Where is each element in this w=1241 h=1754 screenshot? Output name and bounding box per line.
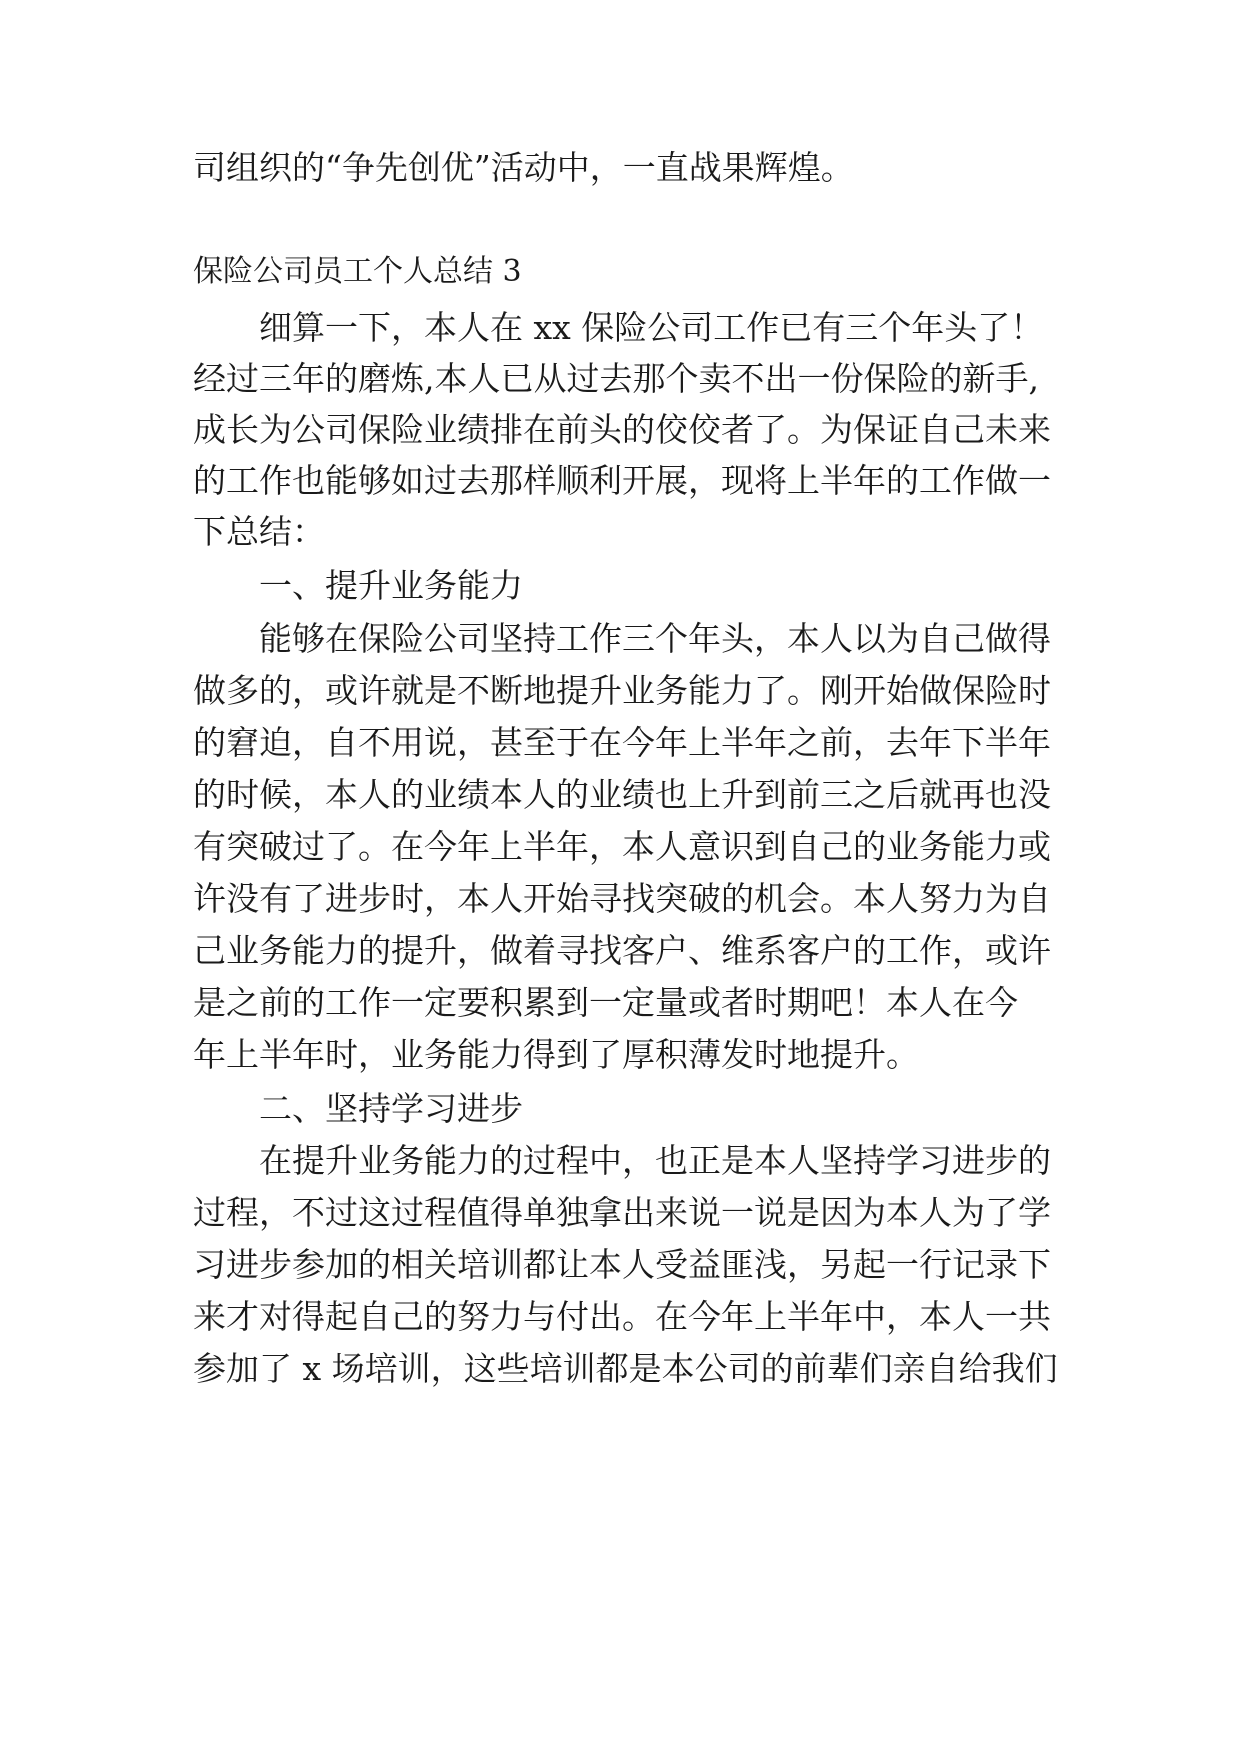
text-line-1: 司组织的“争先创优”活动中，一直战果辉煌。 bbox=[193, 148, 854, 187]
paragraph-line: 参加了 x 场培训，这些培训都是本公司的前辈们亲自给我们 bbox=[193, 1349, 1058, 1388]
paragraph-line: 来才对得起自己的努力与付出。在今年上半年中，本人一共 bbox=[193, 1297, 1051, 1336]
paragraph-line: 能够在保险公司坚持工作三个年头，本人以为自己做得 bbox=[259, 619, 1051, 658]
paragraph-line: 在提升业务能力的过程中，也正是本人坚持学习进步的 bbox=[259, 1141, 1051, 1180]
paragraph-line: 习进步参加的相关培训都让本人受益匪浅，另起一行记录下 bbox=[193, 1245, 1051, 1284]
paragraph-line: 己业务能力的提升，做着寻找客户、维系客户的工作，或许 bbox=[193, 931, 1051, 970]
paragraph-line: 细算一下，本人在 xx 保险公司工作已有三个年头了！ bbox=[259, 308, 1044, 347]
paragraph-line: 年上半年时，业务能力得到了厚积薄发时地提升。 bbox=[193, 1035, 919, 1074]
paragraph-line: 的时候，本人的业绩本人的业绩也上升到前三之后就再也没 bbox=[193, 775, 1051, 814]
paragraph-line: 的工作也能够如过去那样顺利开展，现将上半年的工作做一 bbox=[193, 461, 1051, 500]
subheading-2: 二、坚持学习进步 bbox=[259, 1089, 523, 1128]
section-title: 保险公司员工个人总结 3 bbox=[193, 254, 522, 289]
paragraph-line: 许没有了进步时，本人开始寻找突破的机会。本人努力为自 bbox=[193, 879, 1051, 918]
subheading-1: 一、提升业务能力 bbox=[259, 566, 523, 605]
paragraph-line: 做多的，或许就是不断地提升业务能力了。刚开始做保险时 bbox=[193, 671, 1051, 710]
paragraph-line: 是之前的工作一定要积累到一定量或者时期吧！本人在今 bbox=[193, 983, 1018, 1022]
paragraph-line: 有突破过了。在今年上半年，本人意识到自己的业务能力或 bbox=[193, 827, 1051, 866]
paragraph-line: 的窘迫，自不用说，甚至于在今年上半年之前，去年下半年 bbox=[193, 723, 1051, 762]
paragraph-line: 成长为公司保险业绩排在前头的佼佼者了。为保证自己未来 bbox=[193, 410, 1051, 449]
paragraph-line: 下总结： bbox=[193, 512, 325, 551]
paragraph-line: 过程，不过这过程值得单独拿出来说一说是因为本人为了学 bbox=[193, 1193, 1051, 1232]
paragraph-line: 经过三年的磨炼,本人已从过去那个卖不出一份保险的新手, bbox=[193, 359, 1039, 398]
